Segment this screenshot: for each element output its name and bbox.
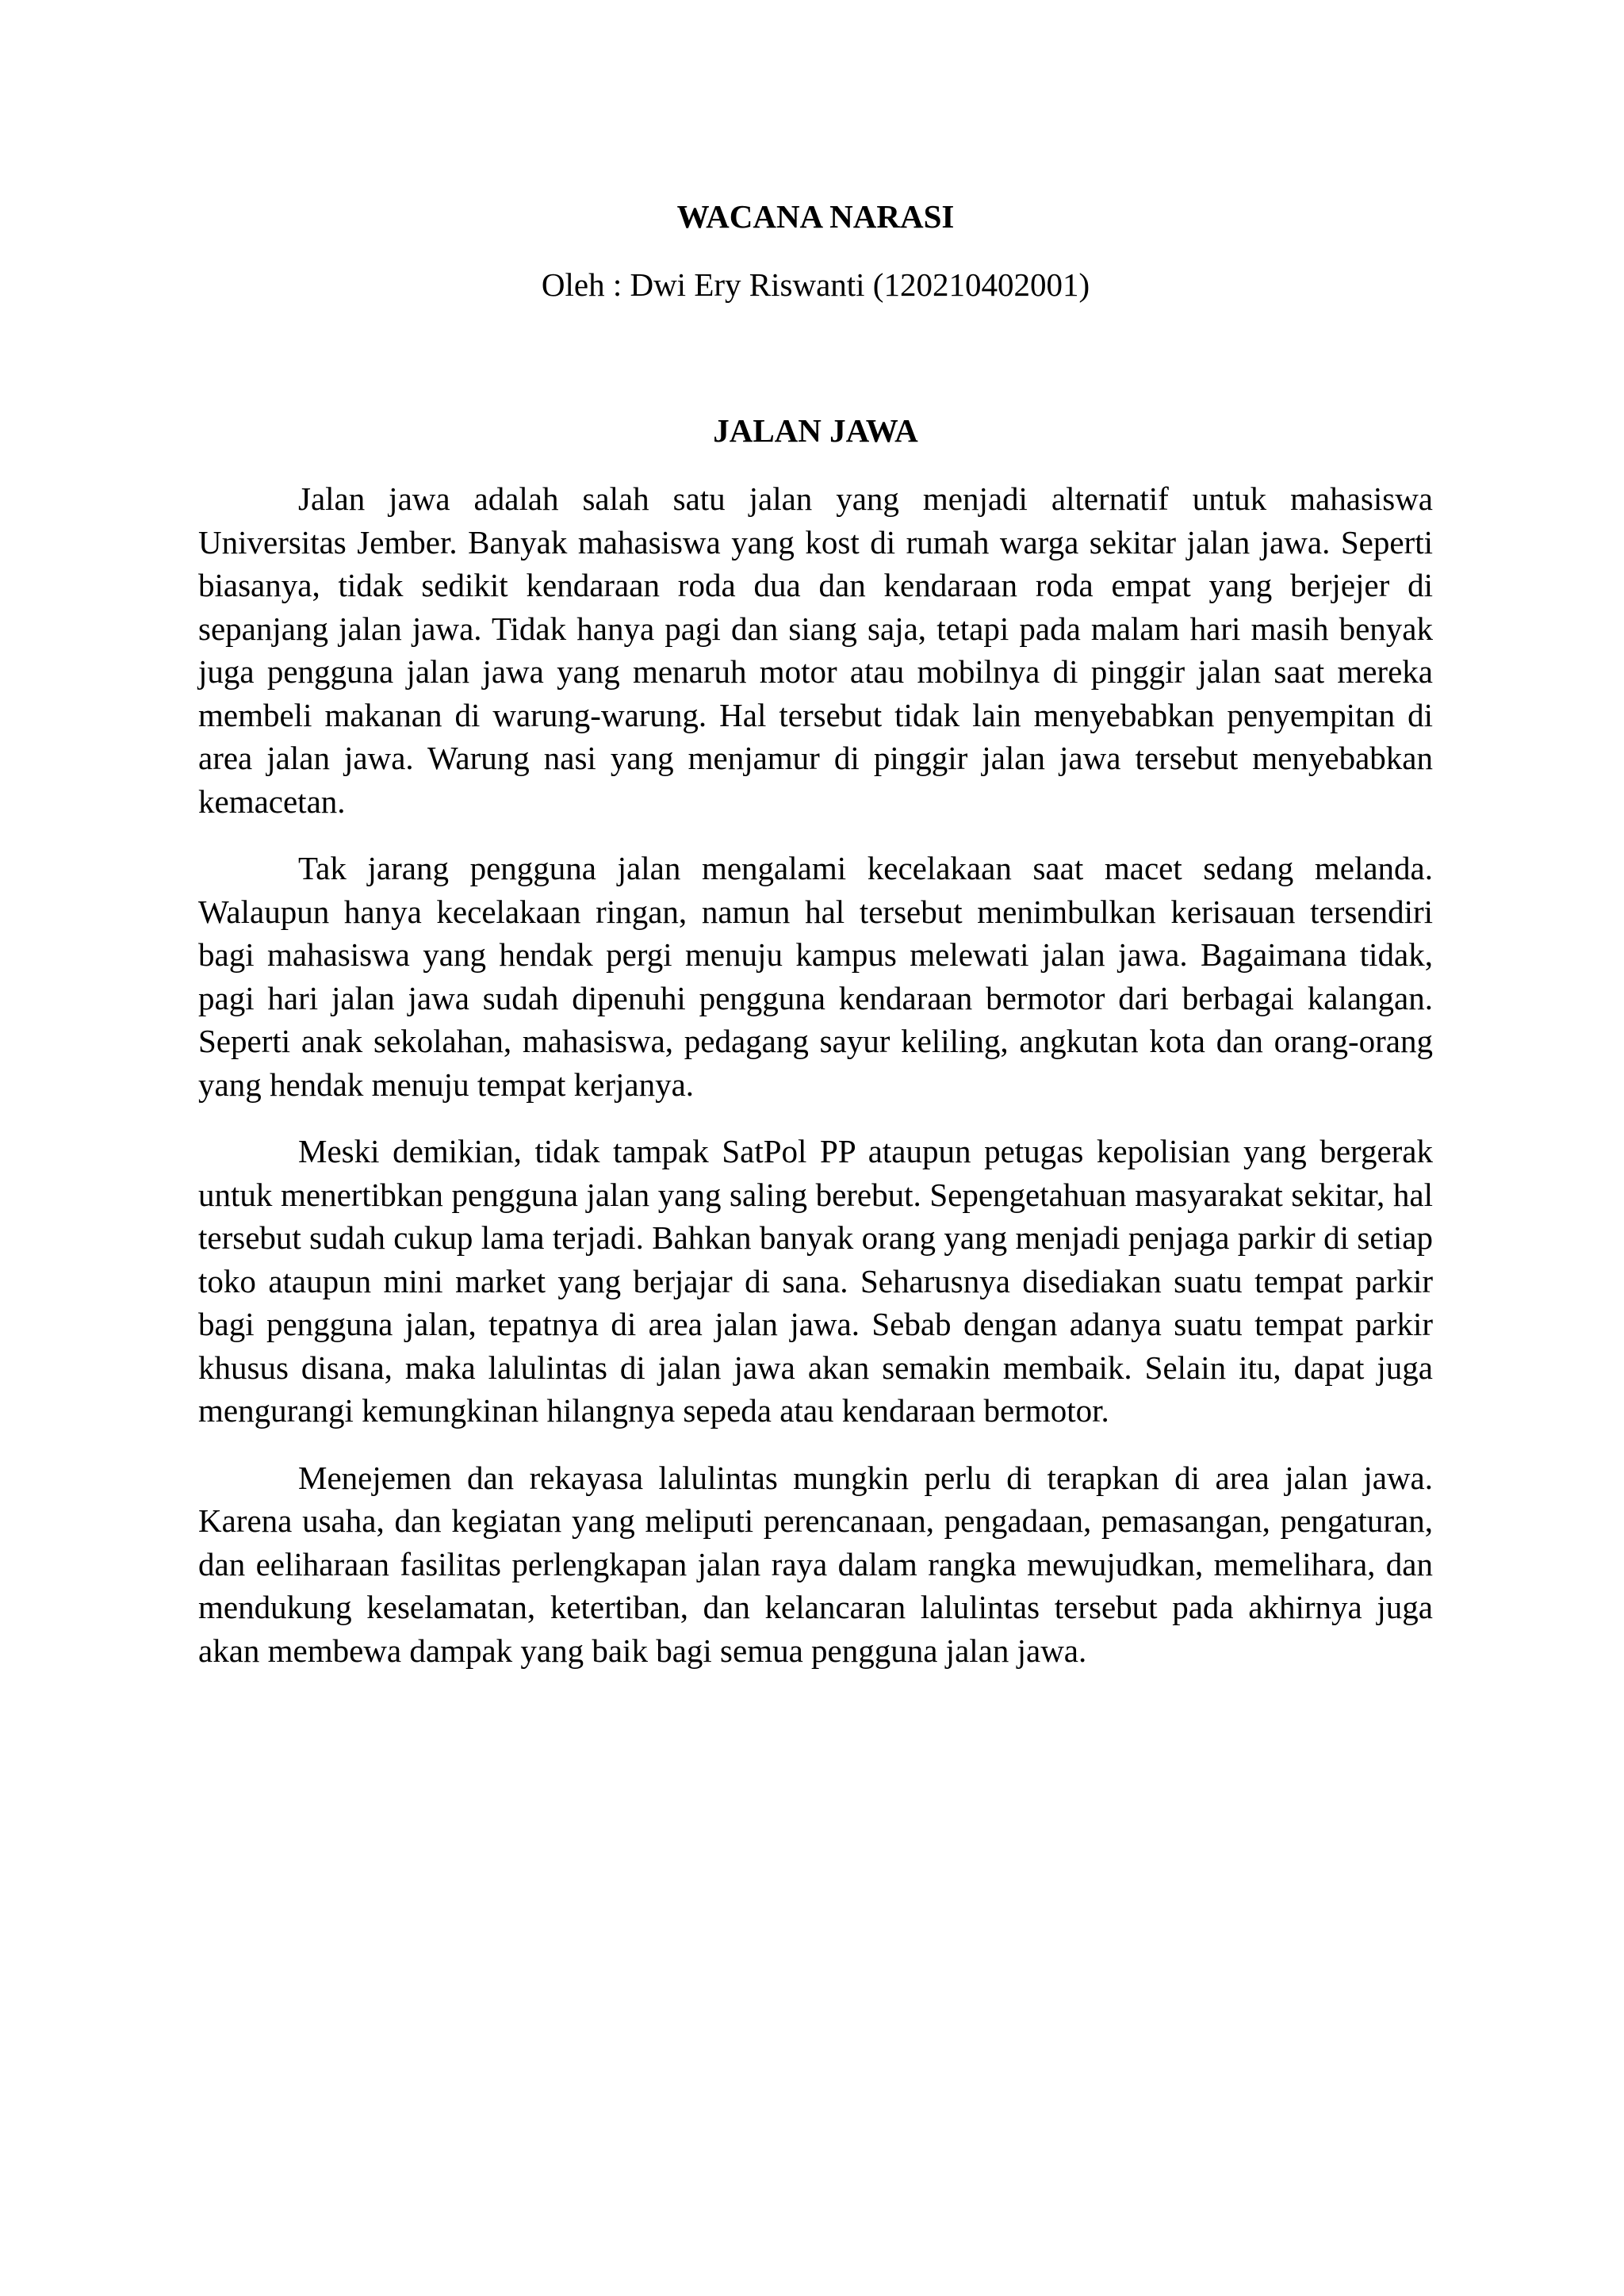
section-title: JALAN JAWA: [713, 412, 918, 449]
author-byline: Oleh : Dwi Ery Riswanti (120210402001): [541, 266, 1090, 303]
document-body: [198, 477, 1433, 1696]
document-title: WACANA NARASI: [676, 198, 955, 235]
paragraph-1: Jalan jawa adalah salah satu jalan yang menjadi alternatif untuk mahasiswa Universitas Jember. Banyak mahasiswa yang kost di rumah warga sekitar jalan jawa. Seperti biasanya, tidak sedikit kendaraan roda dua dan kendaraan roda empat yang berjejer di sepanjang jalan jawa. Tidak hanya pagi dan siang saja, tetapi pada malam hari masih benyak juga pengguna jalan jawa yang menaruh motor atau mobilnya di pinggir jalan saat mereka membeli makanan di warung-warung. Hal tersebut tidak lain menyebabkan penyempitan di area jalan jawa. Warung nasi yang menjamur di pinggir jalan jawa tersebut menyebabkan kemacetan.: [198, 480, 1433, 820]
paragraph-4: Menejemen dan rekayasa lalulintas mungkin perlu di terapkan di area jalan jawa. Karena usaha, dan kegiatan yang meliputi perencanaan, pengadaan, pemasangan, pengaturan, dan eeliharaan fasilitas perlengkapan jalan raya dalam rangka mewujudkan, memelihara, dan mendukung keselamatan, ketertiban, dan kelancaran lalulintas tersebut pada akhirnya juga akan membewa dampak yang baik bagi semua pengguna jalan jawa.: [198, 1459, 1433, 1669]
paragraph-2: Tak jarang pengguna jalan mengalami kecelakaan saat macet sedang melanda. Walaupun hanya kecelakaan ringan, namun hal tersebut menimbulkan kerisauan tersendiri bagi mahasiswa yang hendak pergi menuju kampus melewati jalan jawa. Bagaimana tidak, pagi hari jalan jawa sudah dipenuhi pengguna kendaraan bermotor dari berbagai kalangan. Seperti anak sekolahan, mahasiswa, pedagang sayur keliling, angkutan kota dan orang-orang yang hendak menuju tempat kerjanya.: [198, 850, 1433, 1103]
paragraph-3: Meski demikian, tidak tampak SatPol PP ataupun petugas kepolisian yang bergerak untuk menertibkan pengguna jalan yang saling berebut. Sepengetahuan masyarakat sekitar, hal tersebut sudah cukup lama terjadi. Bahkan banyak orang yang menjadi penjaga parkir di setiap toko ataupun mini market yang berjajar di sana. Seharusnya disediakan suatu tempat parkir bagi pengguna jalan, tepatnya di area jalan jawa. Sebab dengan adanya suatu tempat parkir khusus disana, maka lalulintas di jalan jawa akan semakin membaik. Selain itu, dapat juga mengurangi kemungkinan hilangnya sepeda atau kendaraan bermotor.: [198, 1133, 1433, 1429]
document-page: [198, 0, 1433, 2296]
